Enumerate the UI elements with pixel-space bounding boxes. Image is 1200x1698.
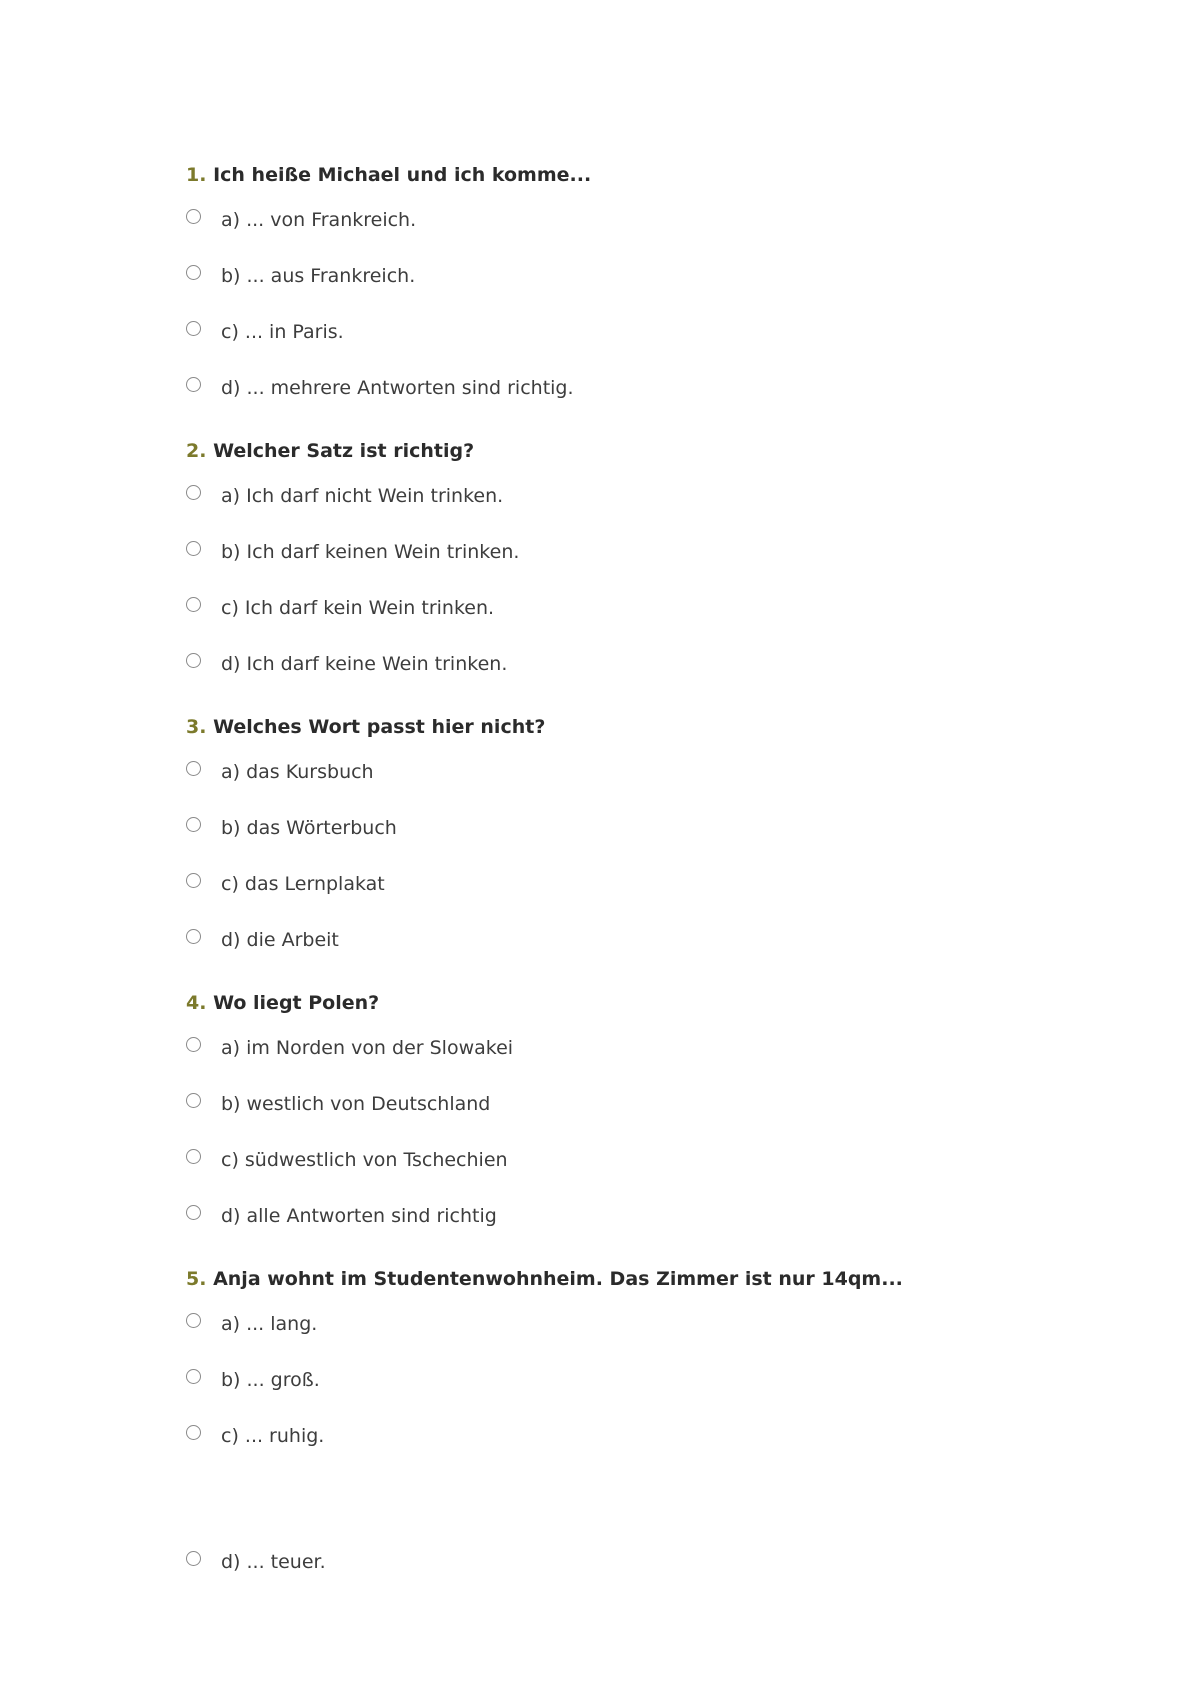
option-label: b) ... aus Frankreich. — [221, 265, 416, 287]
question-3 — [186, 715, 1086, 953]
radio-button[interactable] — [186, 929, 201, 944]
option-3a[interactable] — [186, 759, 1086, 785]
option-2a[interactable] — [186, 483, 1086, 509]
radio-button[interactable] — [186, 209, 201, 224]
option-label: a) ... lang. — [221, 1313, 318, 1335]
question-title — [186, 163, 1086, 187]
option-label: a) das Kursbuch — [221, 761, 374, 783]
option-3c[interactable] — [186, 871, 1086, 897]
option-2b[interactable] — [186, 539, 1086, 565]
question-number: 3. — [186, 716, 207, 738]
radio-button[interactable] — [186, 1037, 201, 1052]
option-label: c) südwestlich von Tschechien — [221, 1149, 508, 1171]
option-1c[interactable] — [186, 319, 1086, 345]
question-text: Wo liegt Polen? — [213, 992, 380, 1014]
radio-button[interactable] — [186, 873, 201, 888]
question-number: 1. — [186, 164, 207, 186]
question-5 — [186, 1267, 1086, 1449]
question-number: 5. — [186, 1268, 207, 1290]
option-4c[interactable] — [186, 1147, 1086, 1173]
radio-button[interactable] — [186, 265, 201, 280]
option-1a[interactable] — [186, 207, 1086, 233]
option-label: c) ... ruhig. — [221, 1425, 325, 1447]
question-title — [186, 991, 1086, 1015]
option-label: b) ... groß. — [221, 1369, 320, 1391]
option-1d[interactable] — [186, 375, 1086, 401]
option-label: d) Ich darf keine Wein trinken. — [221, 653, 508, 675]
option-1b[interactable] — [186, 263, 1086, 289]
option-5c[interactable] — [186, 1423, 1086, 1449]
question-text: Ich heiße Michael und ich komme... — [213, 164, 592, 186]
option-label: d) die Arbeit — [221, 929, 339, 951]
option-label: b) westlich von Deutschland — [221, 1093, 491, 1115]
radio-button[interactable] — [186, 1425, 201, 1440]
option-4a[interactable] — [186, 1035, 1086, 1061]
option-4b[interactable] — [186, 1091, 1086, 1117]
option-2d[interactable] — [186, 651, 1086, 677]
radio-button[interactable] — [186, 377, 201, 392]
option-3b[interactable] — [186, 815, 1086, 841]
radio-button[interactable] — [186, 817, 201, 832]
option-label: a) im Norden von der Slowakei — [221, 1037, 514, 1059]
option-label: a) ... von Frankreich. — [221, 209, 417, 231]
question-4 — [186, 991, 1086, 1229]
option-label: c) das Lernplakat — [221, 873, 385, 895]
radio-button[interactable] — [186, 1369, 201, 1384]
radio-button[interactable] — [186, 597, 201, 612]
radio-button[interactable] — [186, 1149, 201, 1164]
question-title — [186, 439, 1086, 463]
option-2c[interactable] — [186, 595, 1086, 621]
option-5d[interactable] — [186, 1549, 586, 1575]
option-label: b) das Wörterbuch — [221, 817, 397, 839]
radio-button[interactable] — [186, 761, 201, 776]
option-label: b) Ich darf keinen Wein trinken. — [221, 541, 520, 563]
option-label: a) Ich darf nicht Wein trinken. — [221, 485, 504, 507]
question-title — [186, 715, 1086, 739]
radio-button[interactable] — [186, 1313, 201, 1328]
question-number: 2. — [186, 440, 207, 462]
question-text: Welches Wort passt hier nicht? — [213, 716, 546, 738]
radio-button[interactable] — [186, 1551, 201, 1566]
question-title — [186, 1267, 1086, 1291]
option-4d[interactable] — [186, 1203, 1086, 1229]
question-2 — [186, 439, 1086, 677]
option-label: d) alle Antworten sind richtig — [221, 1205, 497, 1227]
radio-button[interactable] — [186, 1205, 201, 1220]
question-number: 4. — [186, 992, 207, 1014]
radio-button[interactable] — [186, 321, 201, 336]
question-1 — [186, 163, 1086, 401]
radio-button[interactable] — [186, 653, 201, 668]
question-text: Welcher Satz ist richtig? — [213, 440, 475, 462]
option-3d[interactable] — [186, 927, 1086, 953]
option-label: d) ... mehrere Antworten sind richtig. — [221, 377, 574, 399]
option-label: c) Ich darf kein Wein trinken. — [221, 597, 495, 619]
option-5a[interactable] — [186, 1311, 1086, 1337]
radio-button[interactable] — [186, 1093, 201, 1108]
option-5d-clipped-container — [186, 1549, 586, 1573]
question-text: Anja wohnt im Studentenwohnheim. Das Zimmer ist nur 14qm... — [213, 1268, 903, 1290]
option-label: d) ... teuer. — [221, 1551, 326, 1573]
option-label: c) ... in Paris. — [221, 321, 344, 343]
radio-button[interactable] — [186, 541, 201, 556]
quiz-form — [186, 163, 1086, 1487]
option-5b[interactable] — [186, 1367, 1086, 1393]
radio-button[interactable] — [186, 485, 201, 500]
